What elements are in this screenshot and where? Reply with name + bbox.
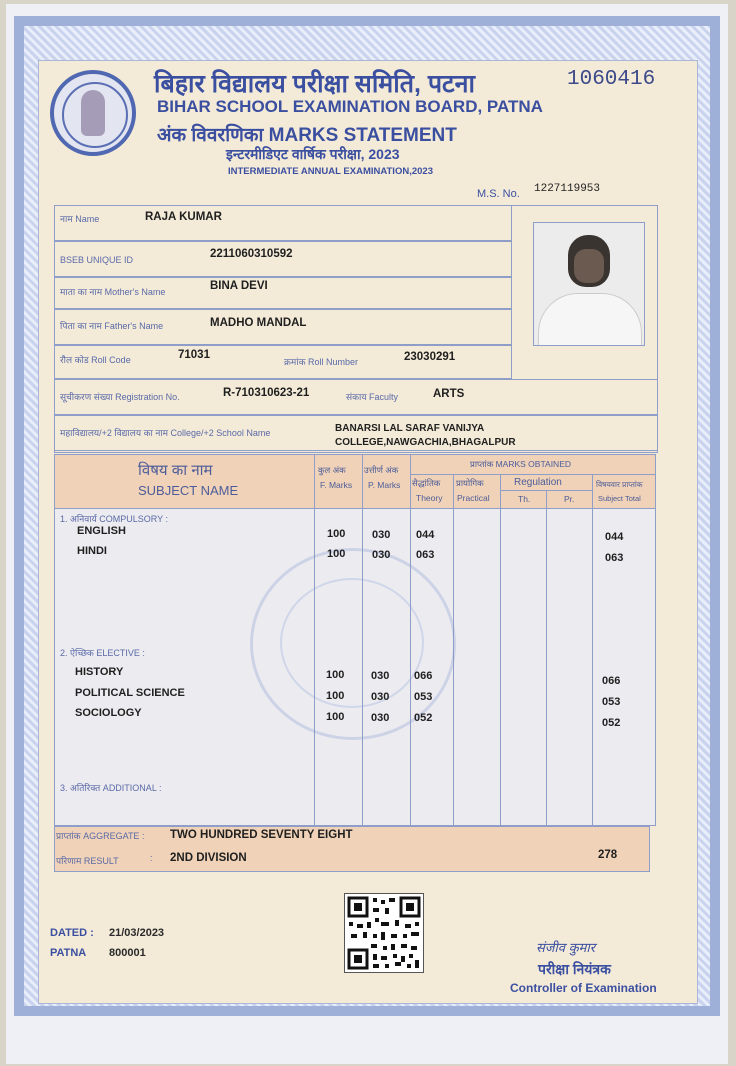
pm-history: 030 <box>371 670 390 682</box>
fm-sociology: 100 <box>326 711 345 723</box>
col-divider <box>592 474 593 826</box>
col-divider <box>500 474 501 826</box>
total-english: 044 <box>605 531 624 543</box>
pin-code: 800001 <box>109 947 146 959</box>
roll-number: 23030291 <box>404 351 456 363</box>
total-sociology: 052 <box>602 717 621 729</box>
aggregate-total: 278 <box>598 849 618 861</box>
col-divider <box>546 490 547 826</box>
regulation-theory: Th. <box>518 494 531 504</box>
total-hindi: 063 <box>605 552 624 564</box>
registration-number: R-710310623-21 <box>223 387 310 399</box>
college-name-line2: COLLEGE,NAWGACHIA,BHAGALPUR <box>335 437 516 448</box>
subject-name-english: SUBJECT NAME <box>138 483 239 498</box>
controller-signature: संजीव कुमार <box>536 940 596 955</box>
subject-total-english: Subject Total <box>598 494 641 503</box>
col-divider <box>362 454 363 826</box>
board-name-english: BIHAR SCHOOL EXAMINATION BOARD, PATNA <box>157 97 543 116</box>
pm-political-science: 030 <box>371 691 390 703</box>
theory-english-marks: 044 <box>416 529 435 541</box>
elective-label: 2. ऐच्छिक ELECTIVE : <box>60 648 145 658</box>
subject-political-science: POLITICAL SCIENCE <box>75 687 185 699</box>
subject-total-hindi: विषयवार प्राप्तांक <box>596 480 643 489</box>
controller-title-english: Controller of Examination <box>510 981 657 995</box>
col-divider <box>314 454 315 826</box>
uid-label: BSEB UNIQUE ID <box>60 255 134 265</box>
board-seal-icon <box>50 70 136 156</box>
subject-hindi: HINDI <box>77 545 107 557</box>
roll-number-label: क्रमांक Roll Number <box>284 357 359 367</box>
registration-label: सूचीकरण संख्या Registration No. <box>60 392 180 402</box>
issue-date: 21/03/2023 <box>109 927 165 939</box>
row-divider <box>410 474 656 475</box>
subject-sociology: SOCIOLOGY <box>75 707 142 719</box>
full-marks-hindi: कुल अंक <box>318 465 346 475</box>
mother-name: BINA DEVI <box>210 280 268 292</box>
father-label: पिता का नाम Father's Name <box>60 321 164 331</box>
row-divider <box>54 508 656 509</box>
faculty-label: संकाय Faculty <box>346 392 399 402</box>
ms-no-label: M.S. No. <box>477 188 520 200</box>
theory-hindi: सैद्धांतिक <box>412 478 441 488</box>
row-name <box>54 205 512 241</box>
result-division: 2ND DIVISION <box>170 852 247 864</box>
statement-title: अंक विवरणिका MARKS STATEMENT <box>157 125 457 146</box>
mother-label: माता का नाम Mother's Name <box>60 287 166 297</box>
pm-sociology: 030 <box>371 712 390 724</box>
aggregate-words: TWO HUNDRED SEVENTY EIGHT <box>170 829 353 841</box>
theory-political-science: 053 <box>414 691 433 703</box>
additional-label: 3. अतिरिक्त ADDITIONAL : <box>60 783 162 793</box>
pm-english: 030 <box>372 529 391 541</box>
theory-history: 066 <box>414 670 433 682</box>
college-label: महाविद्यालय/+2 विद्यालय का नाम College/+2 School Name <box>60 428 271 438</box>
qr-code-icon <box>344 893 424 973</box>
fm-political-science: 100 <box>326 690 345 702</box>
subject-english: ENGLISH <box>77 525 126 537</box>
roll-code-label: रौल कोड Roll Code <box>60 355 131 365</box>
student-name: RAJA KUMAR <box>145 211 222 223</box>
total-political-science: 053 <box>602 696 621 708</box>
serial-number: 1060416 <box>567 68 656 91</box>
compulsory-label: 1. अनिवार्य COMPULSORY : <box>60 514 168 524</box>
result-separator: : <box>150 853 153 863</box>
faculty-value: ARTS <box>433 388 465 400</box>
dated-label: DATED : <box>50 927 94 939</box>
pass-marks-english: P. Marks <box>368 480 401 490</box>
theory-hindi-marks: 063 <box>416 549 435 561</box>
regulation-header: Regulation <box>514 477 562 488</box>
result-label: परिणाम RESULT <box>56 856 119 866</box>
practical-hindi: प्रायोगिक <box>456 478 484 488</box>
roll-code: 71031 <box>178 349 210 361</box>
theory-english: Theory <box>416 493 443 503</box>
college-name-line1: BANARSI LAL SARAF VANIJYA <box>335 423 485 434</box>
pass-marks-hindi: उत्तीर्ण अंक <box>364 465 399 475</box>
col-divider <box>410 454 411 826</box>
subject-name-hindi: विषय का नाम <box>138 462 213 479</box>
row-divider <box>500 490 592 491</box>
place-label: PATNA <box>50 947 87 959</box>
fm-history: 100 <box>326 669 345 681</box>
exam-name-hindi: इन्टरमीडिएट वार्षिक परीक्षा, 2023 <box>226 146 400 162</box>
father-name: MADHO MANDAL <box>210 317 307 329</box>
name-label: नाम Name <box>60 214 100 224</box>
aggregate-label: प्राप्तांक AGGREGATE : <box>56 831 145 841</box>
exam-name-english: INTERMEDIATE ANNUAL EXAMINATION,2023 <box>228 166 433 177</box>
theory-sociology: 052 <box>414 712 433 724</box>
practical-english: Practical <box>457 493 490 503</box>
marks-obtained-header: प्राप्तांक MARKS OBTAINED <box>470 459 572 469</box>
student-uid: 2211060310592 <box>210 248 293 260</box>
total-history: 066 <box>602 675 621 687</box>
student-photo <box>533 222 645 346</box>
fm-english: 100 <box>327 528 346 540</box>
fm-hindi: 100 <box>327 548 346 560</box>
controller-title-hindi: परीक्षा नियंत्रक <box>538 961 611 977</box>
regulation-practical: Pr. <box>564 494 575 504</box>
full-marks-english: F. Marks <box>320 480 353 490</box>
col-divider <box>453 474 454 826</box>
subject-history: HISTORY <box>75 666 124 678</box>
pm-hindi: 030 <box>372 549 391 561</box>
marks-table-border <box>54 454 656 826</box>
ms-no-value: 1227119953 <box>534 183 601 195</box>
board-name-hindi: बिहार विद्यालय परीक्षा समिति, पटना <box>154 70 476 98</box>
